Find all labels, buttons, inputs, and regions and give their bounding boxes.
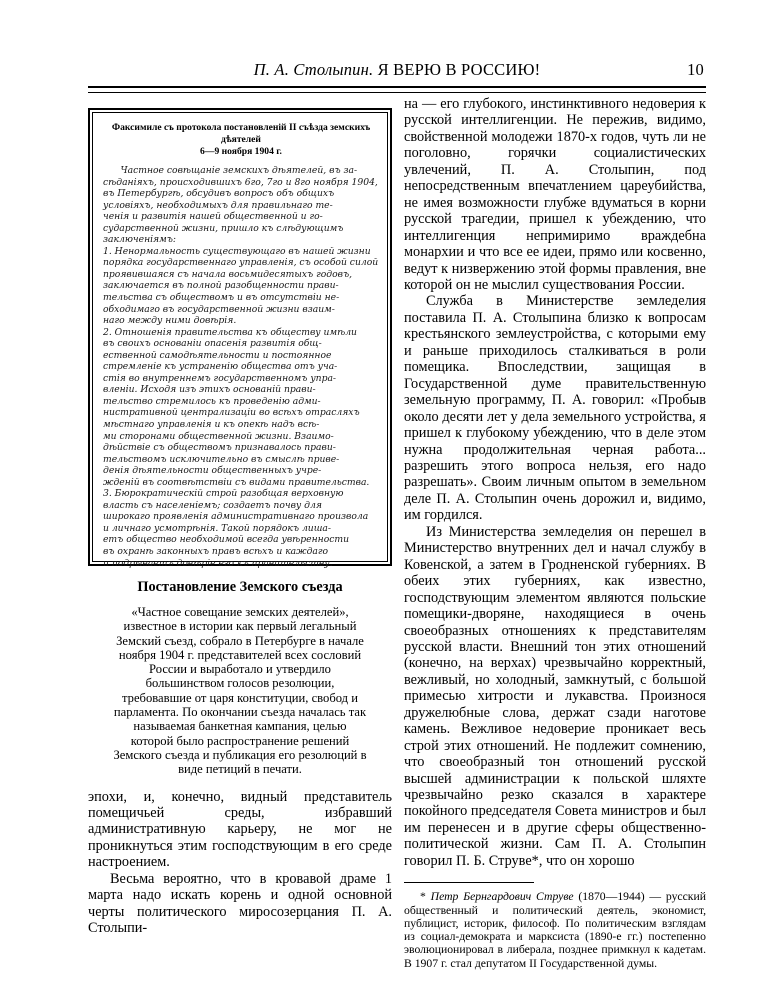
handwriting-line: обходимаго въ государственной жизни взаим- <box>103 303 335 315</box>
handwriting-line: условіяхъ, необходимыхъ для правильнаго те- <box>103 199 333 211</box>
footnote-body: (1870—1944) — русский общественный и политический деятель, экономист, публицист, историк, философ. По политическим взглядам из социал-демократа и марксиста (1890-е гг.) постепенно эволюционировал в либерала, позднее примкнул к кадетам. В 1907 г. стал депутатом II Государственной думы. <box>404 890 706 970</box>
facsimile-handwriting <box>103 165 379 569</box>
handwriting-line: ественной самодѣятельности и постоянное <box>103 349 332 361</box>
left-column <box>88 108 392 937</box>
facsimile-frame <box>92 112 388 569</box>
handwriting-line: широкаго проявленія административнаго произвола <box>103 511 369 523</box>
facsimile-title-line2: 6—9 ноября 1904 г. <box>200 145 282 157</box>
handwriting-line: порядка государственнаго управленія, съ особой силой <box>103 257 379 269</box>
handwriting-line: денія дѣятельности общественныхъ учре- <box>103 465 322 477</box>
handwriting-line: жденій въ соотвѣтствіи съ видами правительства. <box>103 476 370 488</box>
footnote-rule <box>404 882 534 883</box>
handwriting-line: стремленіе къ устраненію общества отъ уча- <box>103 361 338 373</box>
facsimile-figure <box>88 108 392 569</box>
facsimile-title <box>103 122 379 158</box>
handwriting-line: и личнаго усмотрѣнія. Такой порядокъ лиша- <box>103 522 331 534</box>
handwriting-line: тельствомъ исключительно въ смыслѣ приве- <box>103 453 340 465</box>
handwriting-line: етъ общество необходимой всегда увѣренности <box>103 534 349 546</box>
facsimile-title-line1: Факсимиле съ протокола постановленій II съѣзда земскихъ дѣятелей <box>111 122 371 145</box>
handwriting-line: наго между ними довѣрія. <box>103 315 237 327</box>
handwriting-line: дѣйствіе съ обществомъ признавалось прави- <box>103 442 336 454</box>
running-head <box>88 60 706 80</box>
right-body-text <box>404 96 706 869</box>
footnote-marker: * <box>420 890 431 904</box>
handwriting-line: 1. Ненормальность существующаго въ нашей жизни <box>103 245 371 257</box>
caption-heading: Постановление Земского съезда <box>137 579 343 595</box>
handwriting-line: заключается въ полной разобщенности прави- <box>103 280 339 292</box>
footnote <box>404 882 706 970</box>
paragraph: Служба в Министерстве земледелия поставила П. А. Столыпина близко к вопросам крестьянского землеустройства, с которыми ему и раньше приходилось сталкиваться в роли помещика. Впоследствии, защищая в Государственной думе правительственную земельную программу, П. А. говорил: «Пробыв около десяти лет у дела земельного устройства, я пришел к глубокому убеждению, что в деле этом нужна продолжительная черная работа... разрешить этого вопроса нельзя, его надо разрешать». Своим личным опытом в земельном деле П. А. Столыпин очень дорожил и, видимо, им гордился. <box>404 293 706 524</box>
caption-text: «Частное совещание земских деятелей», известное в истории как первый легальный Земский съезд, собрало в Петербурге в начале ноября 1904 г. представителей всех сословий России и выработало и утвердило большинством голосов резолюции, требовавшие от царя конституции, свобод и парламента. По окончании съезда началась так называемая банкетная кампания, целью которой было распространение решений Земского съезда и публикация его резолюций в виде петиций в печати. <box>113 605 367 777</box>
paragraph: эпохи, и, конечно, видный представитель помещичьей среды, избравший административную карьеру, не мог не проникнуться этим господствующим в его среде настроением. <box>88 788 392 871</box>
handwriting-line: въ охранѣ законныхъ правъ всѣхъ и каждаго <box>103 546 329 557</box>
paragraph: Весьма вероятно, что в кровавой драме 1 марта надо искать корень и одной основной черты политического миросозерцания П. А. Столыпи- <box>88 870 392 937</box>
running-title-caps: Я ВЕРЮ В РОССИЮ! <box>373 60 541 79</box>
handwriting-line: проявившаяся съ начала восьмидесятыхъ годовъ, <box>103 268 352 280</box>
footnote-name: Петр Бернгардович Струве <box>430 890 574 904</box>
paragraph: на — его глубокого, инстинктивного недоверия к русской интеллигенции. Не пережив, видимо, свойственной молодежи 1870-х годов, чуть ли не поголовно, горячки социалистических увлечений, П. А. Столыпин, под непосредственным впечатлением цареубийства, не имея возможности глубже вдуматься в корни русской трагедии, пришел к убеждению, что интеллигенция непримиримо враждебна монархии и что все ее идеи, прямо или косвенно, ведут к низвержению этой формы правления, вне которой он не мыслил существования России. <box>404 96 706 293</box>
handwriting-line: сѣданіяхъ, происходившихъ 6го, 7го и 8го ноября 1904, <box>103 176 378 188</box>
left-body-text <box>88 789 392 937</box>
handwriting-line: стія во внутреннемъ государственномъ упра- <box>103 372 337 384</box>
handwriting-line: нистративной централизаціи во всѣхъ отрасляхъ <box>103 407 360 419</box>
running-title-author: П. А. Столыпин. <box>253 60 374 79</box>
paragraph: Из Министерства земледелия он перешел в Министерство внутренних дел и начал службу в Ковенской, а затем в Гродненской губерниях. В обеих этих губерниях, как известно, господствующим элементом являются польские помещики-дворяне, находящиеся в очень своеобразных отношениях к представителям русской власти. Внешний тон этих отношений (конечно, на верхах) чрезвычайно корректный, вежливый, но холодный, замкнутый, с большой примесью хитрости и лукавства. Произнося дружелюбные слова, держат сзади наготове камень. Вежливое недоверие проникает весь строй этих отношений. Не подлежит сомнению, что своеобразный тон отношений русской высшей администрации к польской шляхте чрезвычайно резко сказался в характере покойного председателя Совета министров и был им перенесен и в другие сферы общественно-политической жизни. Сам П. А. Столыпин говорил П. Б. Струве*, что он хорошо <box>404 523 706 869</box>
handwriting-line: ми сторонами общественной жизни. Взаимо- <box>103 430 334 442</box>
footnote-text <box>404 890 706 970</box>
header-double-rule <box>88 86 706 93</box>
handwriting-line: 2. Отношенія правительства къ обществу имѣли <box>103 326 357 338</box>
handwriting-line: мѣстнаго управленія и къ опекѣ надъ всѣ- <box>103 418 320 430</box>
handwriting-line: тельство стремилось къ проведенію адми- <box>103 395 321 407</box>
page-number: 10 <box>687 60 704 79</box>
handwriting-line: Частное совѣщаніе земскихъ дѣятелей, въ за- <box>103 164 358 176</box>
handwriting-line: заключеніямъ: <box>103 234 176 246</box>
handwriting-line: сударственной жизни, пришло къ слѣдующимъ <box>103 222 344 234</box>
handwriting-line: власть съ населеніемъ; создаетъ почву для <box>103 499 322 511</box>
handwriting-line: въ своихъ основаніи опасенія развитія общ- <box>103 338 322 350</box>
handwriting-line: 3. Бюрократическій строй разобщая верховную <box>103 488 344 500</box>
handwriting-line: и подрываетъ довѣріе его къ правительству. <box>103 557 333 569</box>
handwriting-line: въ Петербургѣ, обсудивъ вопросъ объ общихъ <box>103 188 335 200</box>
handwriting-line: вленіи. Исходя изъ этихъ основаній прави- <box>103 384 316 396</box>
handwriting-line: ченія и развитія нашей общественной и го- <box>103 211 323 223</box>
handwriting-line: тельства съ обществомъ и въ отсутствіи не- <box>103 291 340 303</box>
right-column <box>404 96 706 970</box>
